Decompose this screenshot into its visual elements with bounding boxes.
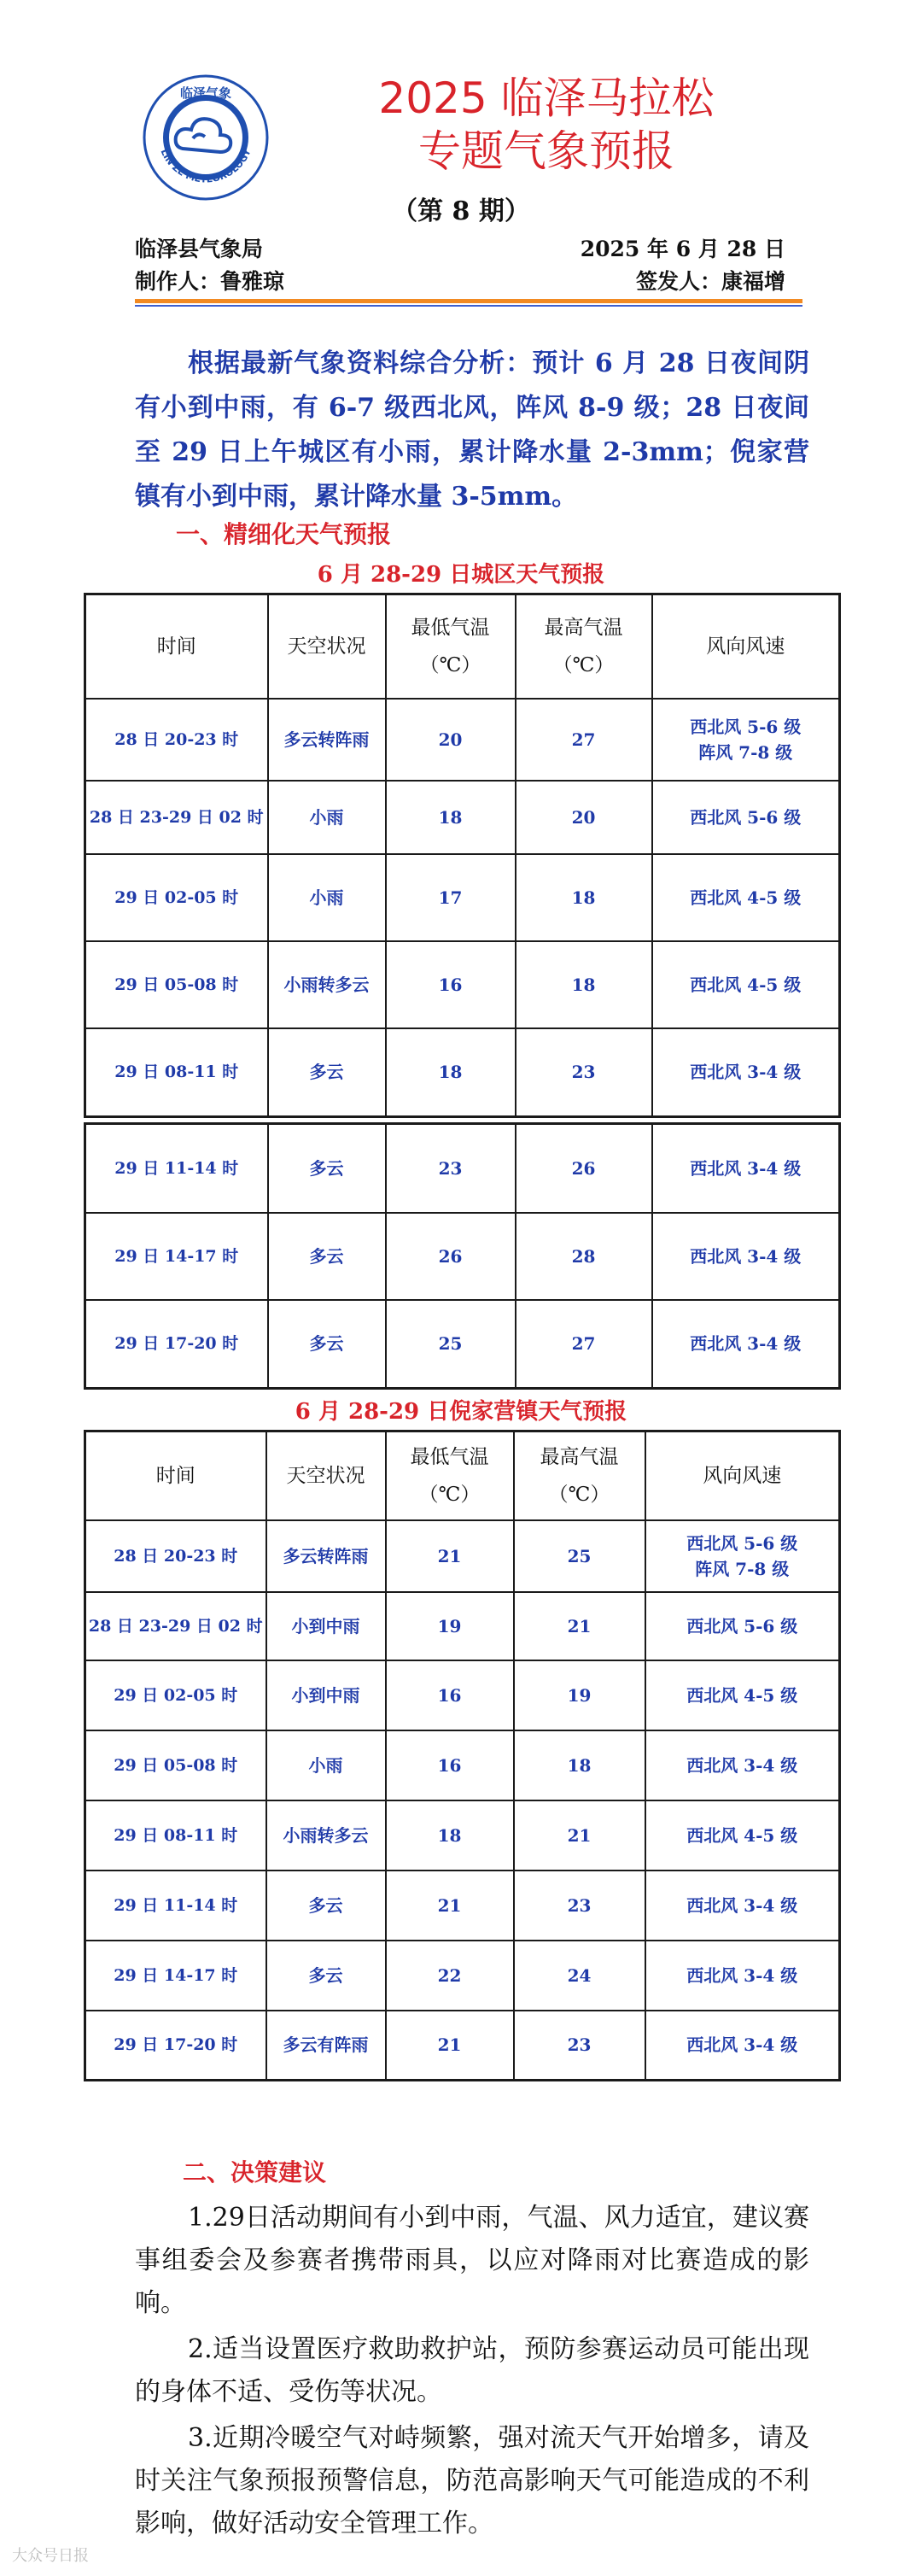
cell-wind: 西北风 4-5 级 bbox=[645, 1800, 840, 1871]
cell-sky: 小雨 bbox=[268, 781, 386, 854]
cell-wind: 西北风 3-4 级 bbox=[652, 1124, 840, 1213]
issue-date: 2025 年 6 月 28 日 bbox=[580, 237, 785, 261]
cell-high: 25 bbox=[514, 1520, 645, 1592]
cell-sky: 多云 bbox=[268, 1028, 386, 1117]
cell-low: 21 bbox=[386, 2011, 514, 2081]
author: 制作人：鲁雅琼 bbox=[135, 269, 285, 294]
table-caption-city: 6 月 28-29 日城区天气预报 bbox=[317, 562, 605, 588]
cell-sky: 多云 bbox=[268, 1124, 386, 1213]
cell-time: 29 日 02-05 时 bbox=[85, 854, 268, 941]
table-row bbox=[85, 1028, 840, 1117]
cell-time: 29 日 14-17 时 bbox=[85, 1941, 266, 2011]
cell-wind: 西北风 3-4 级 bbox=[645, 1730, 840, 1800]
signer: 签发人：康福增 bbox=[635, 269, 785, 294]
meteorology-logo bbox=[142, 73, 270, 202]
cell-time: 29 日 11-14 时 bbox=[85, 1871, 266, 1941]
cell-high: 18 bbox=[514, 1730, 645, 1800]
cell-high: 21 bbox=[514, 1800, 645, 1871]
cell-wind: 西北风 3-4 级 bbox=[645, 1871, 840, 1941]
table-row bbox=[85, 1660, 840, 1730]
header-low-temp: 最低气温 （℃） bbox=[386, 1431, 514, 1520]
cell-low: 25 bbox=[386, 1300, 516, 1389]
cell-low: 22 bbox=[386, 1941, 514, 2011]
header-divider-thin bbox=[135, 305, 802, 307]
cell-low: 16 bbox=[386, 1660, 514, 1730]
cell-wind: 西北风 4-5 级 bbox=[652, 854, 840, 941]
cell-low: 16 bbox=[386, 1730, 514, 1800]
issue-number: （第 8 期） bbox=[392, 196, 530, 226]
cell-high: 23 bbox=[516, 1028, 652, 1117]
table-row bbox=[85, 1592, 840, 1660]
table-row bbox=[85, 781, 840, 854]
header-time: 时间 bbox=[85, 1431, 266, 1520]
section-title-forecast: 一、精细化天气预报 bbox=[176, 520, 392, 548]
header-wind: 风向风速 bbox=[645, 1431, 840, 1520]
table-caption-nijiaying: 6 月 28-29 日倪家营镇天气预报 bbox=[295, 1399, 627, 1425]
table-row bbox=[85, 2011, 840, 2081]
table-header-row bbox=[85, 1431, 840, 1520]
cell-low: 16 bbox=[386, 941, 516, 1028]
cell-sky: 小到中雨 bbox=[266, 1660, 386, 1730]
cell-sky: 小雨 bbox=[268, 854, 386, 941]
header-wind: 风向风速 bbox=[652, 594, 840, 699]
cell-time: 28 日 20-23 时 bbox=[85, 1520, 266, 1592]
table-row bbox=[85, 1213, 840, 1300]
advice-paragraph: 2.适当设置医疗救助救护站，预防参赛运动员可能出现的身体不适、受伤等状况。 bbox=[135, 2334, 809, 2407]
table-row bbox=[85, 1941, 840, 2011]
cell-sky: 多云 bbox=[268, 1300, 386, 1389]
header-sky: 天空状况 bbox=[266, 1431, 386, 1520]
table-row bbox=[85, 941, 840, 1028]
cell-time: 29 日 14-17 时 bbox=[85, 1213, 268, 1300]
table-row bbox=[85, 1800, 840, 1871]
cell-wind: 西北风 3-4 级 bbox=[652, 1028, 840, 1117]
cell-high: 28 bbox=[516, 1213, 652, 1300]
cell-sky: 多云 bbox=[268, 1213, 386, 1300]
cell-high: 23 bbox=[514, 2011, 645, 2081]
cell-high: 18 bbox=[516, 941, 652, 1028]
cell-high: 27 bbox=[516, 699, 652, 781]
cell-time: 29 日 05-08 时 bbox=[85, 1730, 266, 1800]
cell-time: 29 日 08-11 时 bbox=[85, 1028, 268, 1117]
cell-wind: 西北风 3-4 级 bbox=[652, 1213, 840, 1300]
cell-wind: 西北风 5-6 级 bbox=[652, 781, 840, 854]
cell-sky: 多云转阵雨 bbox=[266, 1520, 386, 1592]
header-low-temp: 最低气温 （℃） bbox=[386, 594, 516, 699]
cell-high: 18 bbox=[516, 854, 652, 941]
cell-sky: 小雨 bbox=[266, 1730, 386, 1800]
table-row bbox=[85, 1300, 840, 1389]
cell-low: 26 bbox=[386, 1213, 516, 1300]
advice-paragraph: 3.近期冷暖空气对峙频繁，强对流天气开始增多，请及时关注气象预报预警信息，防范高影响天气可能造成的不利影响，做好活动安全管理工作。 bbox=[135, 2423, 809, 2538]
cell-sky: 小到中雨 bbox=[266, 1592, 386, 1660]
nijiaying-forecast-table bbox=[84, 1430, 841, 2081]
advice-paragraph: 1.29日活动期间有小到中雨，气温、风力适宜，建议赛事组委会及参赛者携带雨具，以应对降雨对比赛造成的影响。 bbox=[135, 2203, 809, 2318]
cell-sky: 多云转阵雨 bbox=[268, 699, 386, 781]
issuer: 临泽县气象局 bbox=[135, 237, 264, 261]
section-title-advice: 二、决策建议 bbox=[183, 2158, 327, 2187]
cell-low: 21 bbox=[386, 1871, 514, 1941]
cell-sky: 多云有阵雨 bbox=[266, 2011, 386, 2081]
cell-high: 20 bbox=[516, 781, 652, 854]
cell-sky: 小雨转多云 bbox=[268, 941, 386, 1028]
cell-wind: 西北风 4-5 级 bbox=[652, 941, 840, 1028]
cell-high: 26 bbox=[516, 1124, 652, 1213]
cell-low: 21 bbox=[386, 1520, 514, 1592]
cell-wind: 西北风 3-4 级 bbox=[645, 2011, 840, 2081]
cell-sky: 多云 bbox=[266, 1941, 386, 2011]
header-time: 时间 bbox=[85, 594, 268, 699]
city-forecast-table bbox=[84, 593, 841, 1118]
city-forecast-table-continued bbox=[84, 1122, 841, 1390]
table-row bbox=[85, 1520, 840, 1592]
header-high-temp: 最高气温 （℃） bbox=[514, 1431, 645, 1520]
cell-low: 19 bbox=[386, 1592, 514, 1660]
cell-high: 23 bbox=[514, 1871, 645, 1941]
cell-time: 29 日 17-20 时 bbox=[85, 2011, 266, 2081]
cell-high: 21 bbox=[514, 1592, 645, 1660]
cell-sky: 小雨转多云 bbox=[266, 1800, 386, 1871]
cell-wind: 西北风 5-6 级 阵风 7-8 级 bbox=[645, 1520, 840, 1592]
cell-time: 29 日 02-05 时 bbox=[85, 1660, 266, 1730]
cell-wind: 西北风 5-6 级 bbox=[645, 1592, 840, 1660]
header-sky: 天空状况 bbox=[268, 594, 386, 699]
watermark: 大众号日报 bbox=[12, 2547, 89, 2565]
cell-wind: 西北风 3-4 级 bbox=[645, 1941, 840, 2011]
cell-time: 28 日 20-23 时 bbox=[85, 699, 268, 781]
cell-low: 17 bbox=[386, 854, 516, 941]
table-header-row bbox=[85, 594, 840, 699]
table-row bbox=[85, 1871, 840, 1941]
table-row bbox=[85, 1124, 840, 1213]
table-row bbox=[85, 699, 840, 781]
svg-text:临泽气象: 临泽气象 bbox=[179, 85, 232, 101]
cell-time: 28 日 23-29 日 02 时 bbox=[85, 1592, 266, 1660]
cell-wind: 西北风 4-5 级 bbox=[645, 1660, 840, 1730]
cell-sky: 多云 bbox=[266, 1871, 386, 1941]
cell-time: 29 日 11-14 时 bbox=[85, 1124, 268, 1213]
cell-wind: 西北风 5-6 级 阵风 7-8 级 bbox=[652, 699, 840, 781]
forecast-summary: 根据最新气象资料综合分析：预计 6 月 28 日夜间阴有小到中雨，有 6-7 级西北风，阵风 8-9 级；28 日夜间至 29 日上午城区有小雨，累计降水量 2-3mm；倪家营镇有小到中雨，累计降水量 3-5mm。 bbox=[135, 348, 809, 512]
cell-time: 29 日 17-20 时 bbox=[85, 1300, 268, 1389]
cell-low: 18 bbox=[386, 1800, 514, 1871]
cell-low: 18 bbox=[386, 1028, 516, 1117]
report-title-line2: 专题气象预报 bbox=[418, 126, 674, 176]
cell-time: 29 日 08-11 时 bbox=[85, 1800, 266, 1871]
table-row bbox=[85, 1730, 840, 1800]
cell-low: 20 bbox=[386, 699, 516, 781]
cell-time: 28 日 23-29 日 02 时 bbox=[85, 781, 268, 854]
cell-high: 27 bbox=[516, 1300, 652, 1389]
cell-low: 18 bbox=[386, 781, 516, 854]
table-row bbox=[85, 854, 840, 941]
cell-high: 24 bbox=[514, 1941, 645, 2011]
header-divider bbox=[135, 299, 802, 303]
svg-text:LIN ZE METEOROLOGY: LIN ZE METEOROLOGY bbox=[158, 147, 254, 185]
cell-time: 29 日 05-08 时 bbox=[85, 941, 268, 1028]
cell-high: 19 bbox=[514, 1660, 645, 1730]
cell-wind: 西北风 3-4 级 bbox=[652, 1300, 840, 1389]
header-high-temp: 最高气温 （℃） bbox=[516, 594, 652, 699]
report-title-line1: 2025 临泽马拉松 bbox=[378, 73, 715, 123]
cell-low: 23 bbox=[386, 1124, 516, 1213]
